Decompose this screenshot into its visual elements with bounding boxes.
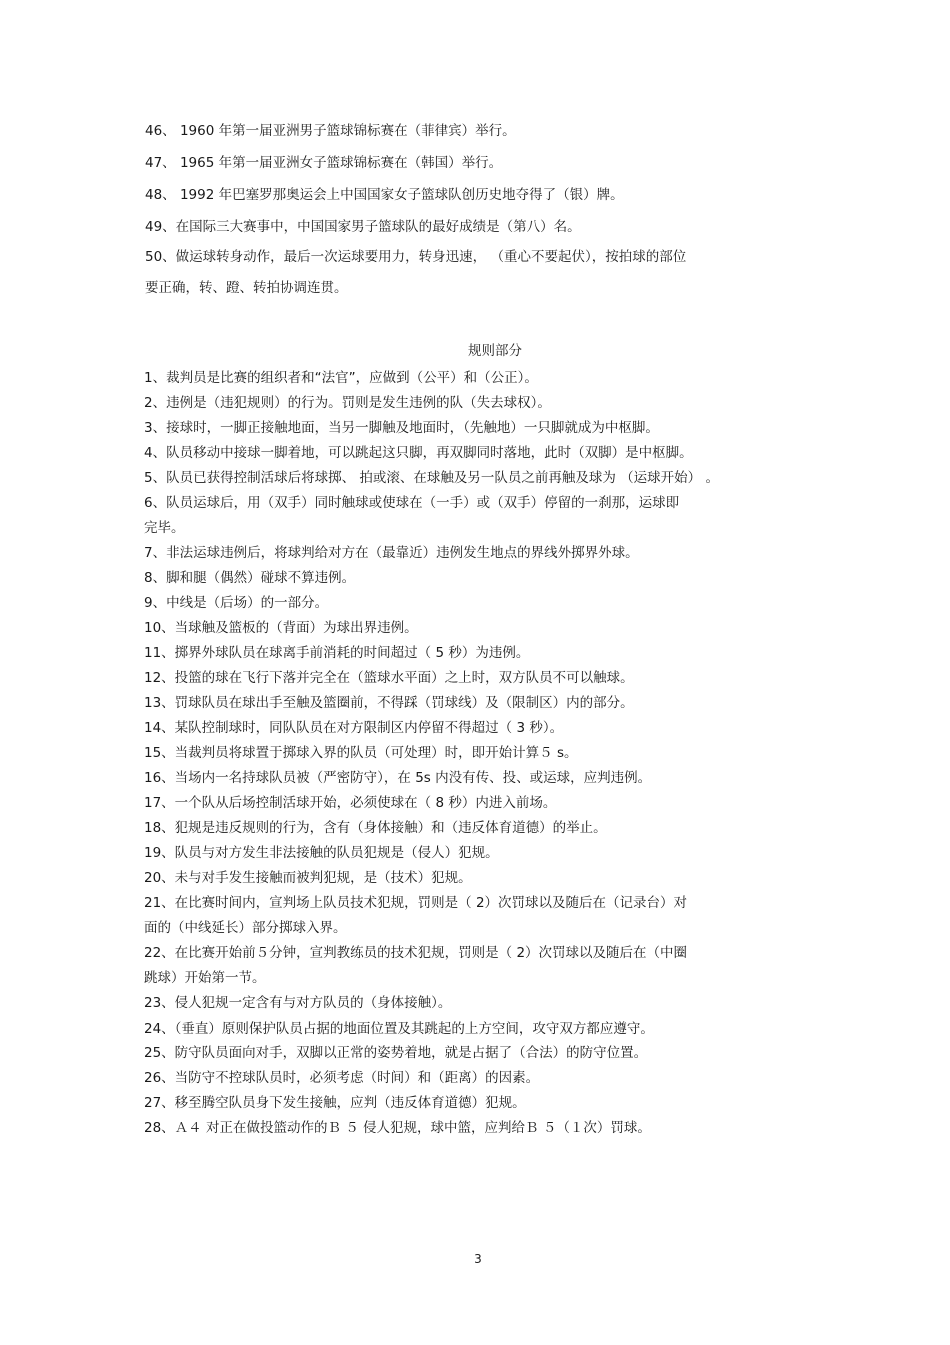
text-line-q49: 49、在国际三大赛事中，中国国家男子篮球队的最好成绩是（第八）名。: [145, 219, 581, 235]
rule-line-7: 7、非法运球违例后，将球判给对方在（最靠近）违例发生地点的界线外掷界外球。: [144, 545, 639, 561]
rule-line-8: 8、脚和腿（偶然）碰球不算违例。: [144, 570, 356, 586]
rule-line-4: 4、队员移动中接球一脚着地，可以跳起这只脚，再双脚同时落地，此时（双脚）是中枢脚。: [144, 445, 693, 461]
rule-line-26: 26、当防守不控球队员时，必须考虑（时间）和（距离）的因素。: [144, 1070, 540, 1086]
rule-line-15: 15、当裁判员将球置于掷球入界的队员（可处理）时，即开始计算５ s。: [144, 745, 578, 761]
text-line-q50: 50、做运球转身动作，最后一次运球要用力，转身迅速， （重心不要起伏），按拍球的部位: [145, 249, 687, 265]
rule-line-17: 17、一个队从后场控制活球开始，必须使球在（ 8 秒）内进入前场。: [144, 795, 557, 811]
rule-line-19: 19、队员与对方发生非法接触的队员犯规是（侵人）犯规。: [144, 845, 499, 861]
rule-line-25: 25、防守队员面向对手，双脚以正常的姿势着地，就是占据了（合法）的防守位置。: [144, 1045, 648, 1061]
text-line-q50-continued: 要正确，转、蹬、转拍协调连贯。: [145, 280, 348, 296]
text-line-q47: 47、 1965 年第一届亚洲女子篮球锦标赛在（韩国）举行。: [145, 155, 503, 171]
rule-line-6-continued: 完毕。: [144, 520, 185, 536]
rule-line-14: 14、某队控制球时，同队队员在对方限制区内停留不得超过（ 3 秒）。: [144, 720, 564, 736]
rule-line-11: 11、掷界外球队员在球离手前消耗的时间超过（ 5 秒）为违例。: [144, 645, 530, 661]
rule-line-18: 18、犯规是违反规则的行为，含有（身体接触）和（违反体育道德）的举止。: [144, 820, 607, 836]
rule-line-10: 10、当球触及篮板的（背面）为球出界违例。: [144, 620, 418, 636]
rule-line-2: 2、违例是（违犯规则）的行为。罚则是发生违例的队（失去球权）。: [144, 395, 551, 411]
section-title: 规则部分: [468, 343, 522, 359]
rule-line-1: 1、裁判员是比赛的组织者和“法官”，应做到（公平）和（公正）。: [144, 370, 538, 386]
rule-line-21: 21、在比赛时间内，宣判场上队员技术犯规，罚则是（ 2）次罚球以及随后在（记录台）对: [144, 895, 688, 911]
text-line-q48: 48、 1992 年巴塞罗那奥运会上中国国家女子篮球队创历史地夺得了（银）牌。: [145, 187, 624, 203]
rule-line-20: 20、未与对手发生接触而被判犯规，是（技术）犯规。: [144, 870, 472, 886]
rule-line-22: 22、在比赛开始前５分钟，宣判教练员的技术犯规，罚则是（ 2）次罚球以及随后在（中圈: [144, 945, 688, 961]
rule-line-16: 16、当场内一名持球队员被（严密防守），在 5s 内没有传、投、或运球，应判违例。: [144, 770, 652, 786]
rule-line-3: 3、接球时，一脚正接触地面，当另一脚触及地面时，（先触地）一只脚就成为中枢脚。: [144, 420, 659, 436]
rule-line-21-continued: 面的（中线延长）部分掷球入界。: [144, 920, 347, 936]
rule-line-6: 6、队员运球后，用（双手）同时触球或使球在（一手）或（双手）停留的一刹那，运球即: [144, 495, 680, 511]
rule-line-23: 23、侵人犯规一定含有与对方队员的（身体接触）。: [144, 995, 452, 1011]
rule-line-22-continued: 跳球）开始第一节。: [144, 970, 266, 986]
rule-line-13: 13、罚球队员在球出手至触及篮圈前，不得踩（罚球线）及（限制区）内的部分。: [144, 695, 634, 711]
rule-line-24: 24、（垂直）原则保护队员占据的地面位置及其跳起的上方空间，攻守双方都应遵守。: [144, 1021, 654, 1037]
text-line-q46: 46、 1960 年第一届亚洲男子篮球锦标赛在（菲律宾）举行。: [145, 123, 516, 139]
rule-line-12: 12、投篮的球在飞行下落并完全在（篮球水平面）之上时，双方队员不可以触球。: [144, 670, 634, 686]
rule-line-27: 27、移至腾空队员身下发生接触，应判（违反体育道德）犯规。: [144, 1095, 526, 1111]
page-number: 3: [474, 1252, 482, 1266]
rule-line-5: 5、队员已获得控制活球后将球掷、 拍或滚、在球触及另一队员之前再触及球为 （运球开始） 。: [144, 470, 719, 486]
rule-line-28: 28、Ａ４ 对正在做投篮动作的Ｂ ５ 侵人犯规，球中篮，应判给Ｂ ５（１次）罚球。: [144, 1120, 651, 1136]
rule-line-9: 9、中线是（后场）的一部分。: [144, 595, 329, 611]
